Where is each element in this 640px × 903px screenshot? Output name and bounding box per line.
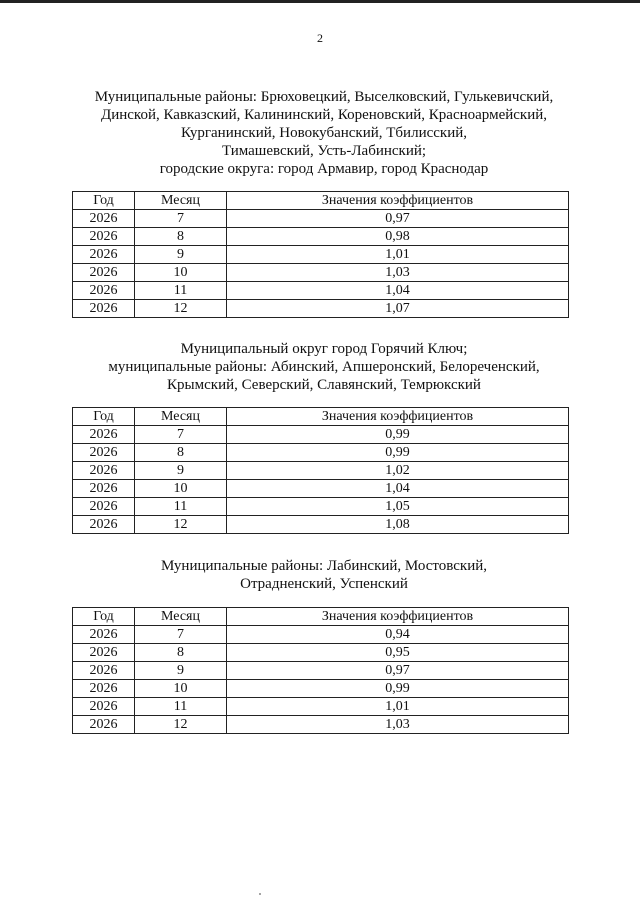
heading-line: муниципальные районы: Абинский, Апшеронский, Белореченский, xyxy=(108,359,540,375)
cell-year: 2026 xyxy=(73,462,135,480)
cell-year: 2026 xyxy=(73,644,135,662)
cell-month: 11 xyxy=(135,282,227,300)
cell-value: 0,94 xyxy=(227,626,569,644)
page-number: 2 xyxy=(317,31,323,45)
header-year: Год xyxy=(73,608,135,626)
cell-value: 1,01 xyxy=(227,698,569,716)
cell-month: 10 xyxy=(135,680,227,698)
section-3-heading xyxy=(40,557,608,593)
table-header-row xyxy=(73,192,569,210)
table-row xyxy=(73,228,569,246)
cell-year: 2026 xyxy=(73,246,135,264)
cell-month: 10 xyxy=(135,480,227,498)
cell-month: 12 xyxy=(135,516,227,534)
coefficients-table-3 xyxy=(72,607,569,734)
cell-year: 2026 xyxy=(73,626,135,644)
cell-value: 0,97 xyxy=(227,210,569,228)
header-value: Значения коэффициентов xyxy=(227,608,569,626)
scan-speck xyxy=(259,893,261,895)
table-row xyxy=(73,680,569,698)
cell-year: 2026 xyxy=(73,716,135,734)
header-value: Значения коэффициентов xyxy=(227,408,569,426)
table-row xyxy=(73,698,569,716)
cell-value: 0,99 xyxy=(227,426,569,444)
cell-value: 1,08 xyxy=(227,516,569,534)
table-row xyxy=(73,716,569,734)
cell-year: 2026 xyxy=(73,282,135,300)
cell-value: 1,04 xyxy=(227,480,569,498)
cell-value: 1,03 xyxy=(227,264,569,282)
header-month: Месяц xyxy=(135,192,227,210)
header-value: Значения коэффициентов xyxy=(227,192,569,210)
heading-line: городские округа: город Армавир, город Краснодар xyxy=(159,161,489,177)
table-row xyxy=(73,444,569,462)
table-row xyxy=(73,282,569,300)
table-row xyxy=(73,300,569,318)
cell-value: 1,04 xyxy=(227,282,569,300)
cell-month: 7 xyxy=(135,626,227,644)
cell-value: 1,07 xyxy=(227,300,569,318)
heading-line: Муниципальный округ город Горячий Ключ; xyxy=(180,341,468,357)
table-row xyxy=(73,644,569,662)
table-row xyxy=(73,480,569,498)
cell-year: 2026 xyxy=(73,498,135,516)
heading-line: Крымский, Северский, Славянский, Темрюкский xyxy=(167,377,481,393)
cell-year: 2026 xyxy=(73,516,135,534)
cell-year: 2026 xyxy=(73,300,135,318)
table-row xyxy=(73,662,569,680)
cell-month: 9 xyxy=(135,662,227,680)
heading-line: Тимашевский, Усть-Лабинский; xyxy=(221,143,427,159)
cell-value: 0,98 xyxy=(227,228,569,246)
cell-year: 2026 xyxy=(73,228,135,246)
cell-year: 2026 xyxy=(73,444,135,462)
header-year: Год xyxy=(73,192,135,210)
heading-line: Отрадненский, Успенский xyxy=(240,576,408,592)
cell-year: 2026 xyxy=(73,264,135,282)
cell-value: 0,99 xyxy=(227,444,569,462)
cell-month: 7 xyxy=(135,426,227,444)
heading-line: Муниципальные районы: Лабинский, Мостовский, xyxy=(160,558,488,574)
cell-month: 8 xyxy=(135,228,227,246)
header-month: Месяц xyxy=(135,608,227,626)
table-header-row xyxy=(73,408,569,426)
cell-value: 1,03 xyxy=(227,716,569,734)
cell-year: 2026 xyxy=(73,662,135,680)
table-row xyxy=(73,210,569,228)
cell-value: 0,97 xyxy=(227,662,569,680)
cell-month: 9 xyxy=(135,246,227,264)
table-header-row xyxy=(73,608,569,626)
cell-month: 10 xyxy=(135,264,227,282)
cell-month: 7 xyxy=(135,210,227,228)
table-row xyxy=(73,498,569,516)
cell-value: 0,99 xyxy=(227,680,569,698)
cell-value: 0,95 xyxy=(227,644,569,662)
header-month: Месяц xyxy=(135,408,227,426)
cell-month: 8 xyxy=(135,444,227,462)
cell-month: 9 xyxy=(135,462,227,480)
table-row xyxy=(73,516,569,534)
cell-value: 1,01 xyxy=(227,246,569,264)
section-1-heading xyxy=(40,88,608,178)
header-year: Год xyxy=(73,408,135,426)
cell-month: 11 xyxy=(135,698,227,716)
heading-line: Курганинский, Новокубанский, Тбилисский, xyxy=(180,125,468,141)
table-row xyxy=(73,246,569,264)
table-row xyxy=(73,426,569,444)
section-2-heading xyxy=(40,340,608,394)
coefficients-table-1 xyxy=(72,191,569,318)
heading-line: Муниципальные районы: Брюховецкий, Выселковский, Гулькевичский, xyxy=(94,89,554,105)
cell-year: 2026 xyxy=(73,210,135,228)
cell-month: 8 xyxy=(135,644,227,662)
cell-year: 2026 xyxy=(73,426,135,444)
cell-month: 11 xyxy=(135,498,227,516)
cell-month: 12 xyxy=(135,300,227,318)
scan-top-border xyxy=(0,0,640,3)
cell-value: 1,02 xyxy=(227,462,569,480)
heading-line: Динской, Кавказский, Калининский, Кореновский, Красноармейский, xyxy=(100,107,548,123)
cell-value: 1,05 xyxy=(227,498,569,516)
table-row xyxy=(73,626,569,644)
cell-year: 2026 xyxy=(73,480,135,498)
cell-year: 2026 xyxy=(73,680,135,698)
coefficients-table-2 xyxy=(72,407,569,534)
table-row xyxy=(73,264,569,282)
cell-year: 2026 xyxy=(73,698,135,716)
cell-month: 12 xyxy=(135,716,227,734)
table-row xyxy=(73,462,569,480)
